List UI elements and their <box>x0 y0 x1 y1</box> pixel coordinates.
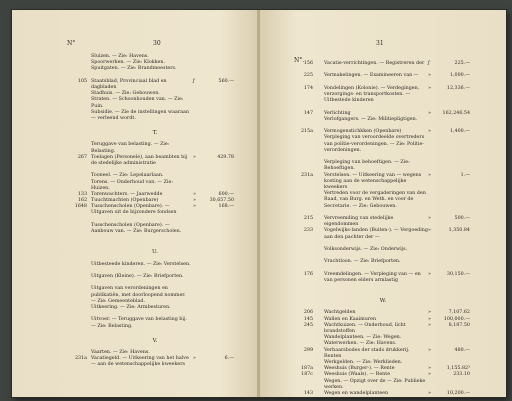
entry-currency: » <box>193 204 196 210</box>
entry-text: Vreemdelingen. — Verpleging van — en van personen elders armlastig <box>324 271 421 283</box>
entry-currency: » <box>428 366 431 372</box>
entry-amount: 1.— <box>460 172 470 178</box>
entry-text: Uitbesteede kinderen. — Zie: Verstelsen. <box>91 261 191 267</box>
left-page-number: 30 <box>153 40 161 47</box>
index-entry <box>12 317 258 329</box>
entry-text: Weeshuis (Burger-). — Rente <box>324 366 395 372</box>
entry-amount: 560.— <box>218 78 234 84</box>
entry-number: 233 <box>303 228 313 234</box>
entry-text: Wegen en wandelplanteen <box>324 390 389 396</box>
entry-currency: » <box>428 310 431 316</box>
right-page-label: N°. <box>294 57 305 64</box>
entry-amount: 6.— <box>224 356 234 362</box>
entry-amount: 429.78 <box>217 154 234 160</box>
entry-number: 1648 <box>74 204 87 210</box>
entry-text: Volksonderwijs. — Zie: Onderwijs. <box>324 246 408 252</box>
index-entry <box>260 117 506 129</box>
entry-number: 145 <box>303 316 313 322</box>
section-heading-u: U. <box>152 249 158 256</box>
entry-number: 187a <box>300 366 313 372</box>
entry-number: 133 <box>77 191 87 197</box>
entry-text: Teruggave van belasting. — Zie: Belasting. <box>91 142 170 154</box>
index-entry <box>260 61 506 73</box>
entry-text: Vacatie-verrichtingen. — Registreren der <box>324 61 425 66</box>
entry-amount: 100,000.— <box>443 316 470 322</box>
entry-number: 225 <box>303 73 313 79</box>
index-entry <box>12 79 258 91</box>
entry-number: 267 <box>77 154 87 160</box>
index-entry <box>12 274 258 286</box>
index-entry <box>260 323 506 335</box>
left-page-label: N° <box>67 40 76 47</box>
index-entry <box>260 348 506 360</box>
entry-text: Verlofgangers. — Zie: Militiepligtigen. <box>324 116 418 122</box>
entry-text: Verpleging van behoeftigen. — Zie: Behoeftigen. <box>324 160 410 172</box>
entry-text: Uitkeering. — Zie: Armbesturen. <box>91 305 171 311</box>
entry-amount: 225.— <box>454 61 470 66</box>
entry-text: Verpleging van veroordeelde overtreders van politie-verordeningen. — Zie: Politie-verordeningen. <box>324 135 425 153</box>
entry-number: 162 <box>77 198 87 204</box>
index-entry <box>12 223 258 242</box>
entry-text: Vaarten. — Zie: Havens. <box>91 350 150 356</box>
entry-text: Tusschenscholen (Openbare). — Uitgaven uit de bijzondere fondsen <box>91 204 177 216</box>
index-entry <box>12 286 258 305</box>
entry-currency: » <box>428 347 431 353</box>
index-entry <box>260 391 506 397</box>
entry-text: Sluizen. — Zie: Havens. <box>91 54 149 59</box>
entry-amount: 12,336.— <box>446 85 470 91</box>
index-entry <box>260 191 506 216</box>
entry-text: Vervreemding van stedelijke eigendommen <box>324 215 394 228</box>
entry-text: Uitvoer. — Teruggave van belasting bij. — Zie: Belasting. <box>91 317 187 329</box>
entry-amount: 1,400.— <box>449 129 470 135</box>
entry-number: 176 <box>303 271 313 277</box>
entry-text: Verlichting <box>324 110 351 116</box>
entry-text: Waterwerken. — Zie: Havens. <box>324 341 397 347</box>
entry-text: Vacatiegeld. — Uitkeering van het halve — aan de wetenschappelijke kweekers <box>91 356 189 368</box>
index-entry <box>12 180 258 192</box>
entry-text: Staatsblad, Provinciaal blad en dagbladen <box>91 78 167 90</box>
index-entry <box>12 142 258 154</box>
entry-text: Straten. — Schoonhouden van. — Zie: Puin. <box>91 97 184 109</box>
index-entry <box>260 379 506 391</box>
entry-amount: 233.10 <box>453 372 470 378</box>
entry-currency: » <box>428 110 431 116</box>
entry-text: Stadhuis. — Zie: Gebouwen. <box>91 91 160 97</box>
entry-text: Weeshuis (Waals). — Rente <box>324 372 391 378</box>
entry-text: Wandelplanteen. — Zie: Wegen. <box>324 335 402 341</box>
index-entry <box>12 204 258 223</box>
entry-text: Toelagen (Personele), aan beambten bij de stedelijke administratie <box>91 154 188 166</box>
open-book <box>12 10 506 397</box>
index-entry <box>12 356 258 375</box>
entry-text: Wallen en Kaaimuren <box>324 316 377 322</box>
entry-number: 215a <box>300 129 313 135</box>
entry-currency: » <box>428 172 431 178</box>
entry-text: Subsidie. — Zie de instellingen waaraan — verleend wordt. <box>91 109 189 121</box>
entry-amount: 10,200.— <box>446 390 470 396</box>
entry-number: 187c <box>301 372 313 378</box>
entry-text: Verstelsen. — Uitkeering van — wegens kosting aan de wetenschappelijke kweekers <box>324 172 422 190</box>
entry-amount: 30,657.50 <box>209 198 234 204</box>
entry-number: 231a <box>300 172 313 178</box>
entry-currency: » <box>428 73 431 79</box>
entry-text: Wachtkuizen. — Onderhoud, licht brandstoffen <box>324 322 406 335</box>
entry-amount: 600.— <box>218 191 234 197</box>
entry-text: Tusschenscholen (Openbare). — Aanbouw van. — Zie: Burgerscholen. <box>91 222 182 235</box>
entry-currency: » <box>428 390 431 396</box>
entry-number: 215 <box>303 215 313 221</box>
entry-text: Wegen. — Opzigt over de — Zie: Publieke werken. <box>324 378 426 390</box>
entry-text: Tuuchtmachten (Openbare) <box>91 198 159 204</box>
entry-currency: » <box>428 316 431 322</box>
entry-number: 299 <box>303 347 313 353</box>
index-entry <box>12 305 258 317</box>
entry-currency: ƒ <box>428 61 430 66</box>
entry-text: Spoorwerken. — Zie: Klokken. <box>91 60 165 66</box>
index-entry <box>12 66 258 78</box>
entry-amount: 162,246.54 <box>442 110 470 116</box>
entry-text: Uitgaven van verordeningen en publikatiën, met doorloopend nommer. — Zie: Gemeenteblad. <box>91 286 186 304</box>
index-entry <box>260 160 506 172</box>
entry-currency: » <box>193 356 196 362</box>
entry-number: 105 <box>77 78 87 84</box>
entry-number: 206 <box>303 310 313 316</box>
entry-text: Vogelwijks-landen (Buiten-). — Vergoeding aan den pachter der — <box>324 228 428 240</box>
entry-amount: 30,150.— <box>446 271 470 277</box>
entry-text: Vrachtloon. — Zie: Briefporten. <box>324 259 401 265</box>
entry-text: Wachtgelden <box>324 310 356 316</box>
right-entries <box>260 61 506 397</box>
entry-currency: » <box>428 228 431 234</box>
section-heading-t: T. <box>152 130 158 137</box>
index-entry <box>12 110 258 122</box>
entry-text: Torens. — Onderhoud van. — Zie: Huizen. <box>91 179 174 191</box>
right-page <box>260 10 506 397</box>
entry-amount: 1,155.82³ <box>446 366 470 372</box>
entry-amount: 500.— <box>454 215 470 221</box>
entry-text: Vermakelingen. — Examineeren van — <box>324 73 419 79</box>
entry-currency: » <box>428 372 431 378</box>
entry-currency: » <box>193 191 196 197</box>
entry-currency: » <box>428 215 431 221</box>
index-entry <box>260 135 506 160</box>
entry-number: 143 <box>303 390 313 396</box>
entry-amount: 8,187.50 <box>448 322 470 328</box>
entry-currency: » <box>428 271 431 277</box>
entry-number: 147 <box>303 110 313 116</box>
entry-number: 231a <box>74 356 87 362</box>
index-entry <box>260 259 506 271</box>
section-heading-v: V. <box>152 337 158 344</box>
entry-text: Spuitgaten. — Zie: Brandmeesters. <box>91 66 177 72</box>
index-entry <box>260 73 506 85</box>
entry-amount: 7,107.62 <box>448 310 470 316</box>
entry-currency: » <box>428 322 431 328</box>
entry-text: Vondelingen (Kolonie). — Verdegingen, verzorgings- en transportkosten. — Uitbestede kinderen <box>324 85 420 104</box>
entry-currency: » <box>428 85 431 91</box>
entry-text: Vertreden voor de vergaderingen van den Raad, van Burg. en Weth. en voor de Secretarie. — Zie: Gebouwen. <box>324 191 426 209</box>
entry-currency: » <box>428 129 431 135</box>
index-entry <box>260 272 506 291</box>
index-entry <box>260 216 506 228</box>
entry-number: 156 <box>303 61 313 66</box>
section-heading-w: W. <box>379 298 387 305</box>
left-entries <box>12 54 258 375</box>
index-entry <box>12 262 258 274</box>
entry-currency: » <box>193 198 196 204</box>
entry-number: 174 <box>303 85 313 91</box>
entry-amount: 1,000.— <box>449 73 470 79</box>
entry-amount: 168.— <box>218 204 234 210</box>
right-page-number: 31 <box>376 40 384 47</box>
entry-amount: 480.— <box>454 347 470 353</box>
entry-text: Tooneel. — Zie: Lepelaarlaan. <box>91 173 164 179</box>
left-page <box>12 10 258 397</box>
entry-number: 245 <box>303 322 313 328</box>
entry-text: Uitgaven (Kleine). — Zie: Briefporten. <box>91 274 184 280</box>
entry-amount: 1,350.84 <box>448 228 470 234</box>
entry-text: Torenwachters. — Jaarwedde <box>91 191 163 197</box>
index-entry <box>260 86 506 111</box>
index-entry <box>260 228 506 247</box>
entry-currency: ƒ <box>193 78 195 84</box>
index-entry <box>12 155 258 174</box>
index-entry <box>260 173 506 192</box>
entry-currency: » <box>193 154 196 160</box>
index-entry <box>260 247 506 259</box>
entry-text: Werkgelden. — Zie: Werklieden. <box>324 360 403 366</box>
entry-text: Vermogenstichkken (Openbare) <box>324 129 402 135</box>
index-entry <box>12 97 258 109</box>
entry-text: Verbaarsbodes der stads drukkerij. Renten <box>324 347 410 359</box>
